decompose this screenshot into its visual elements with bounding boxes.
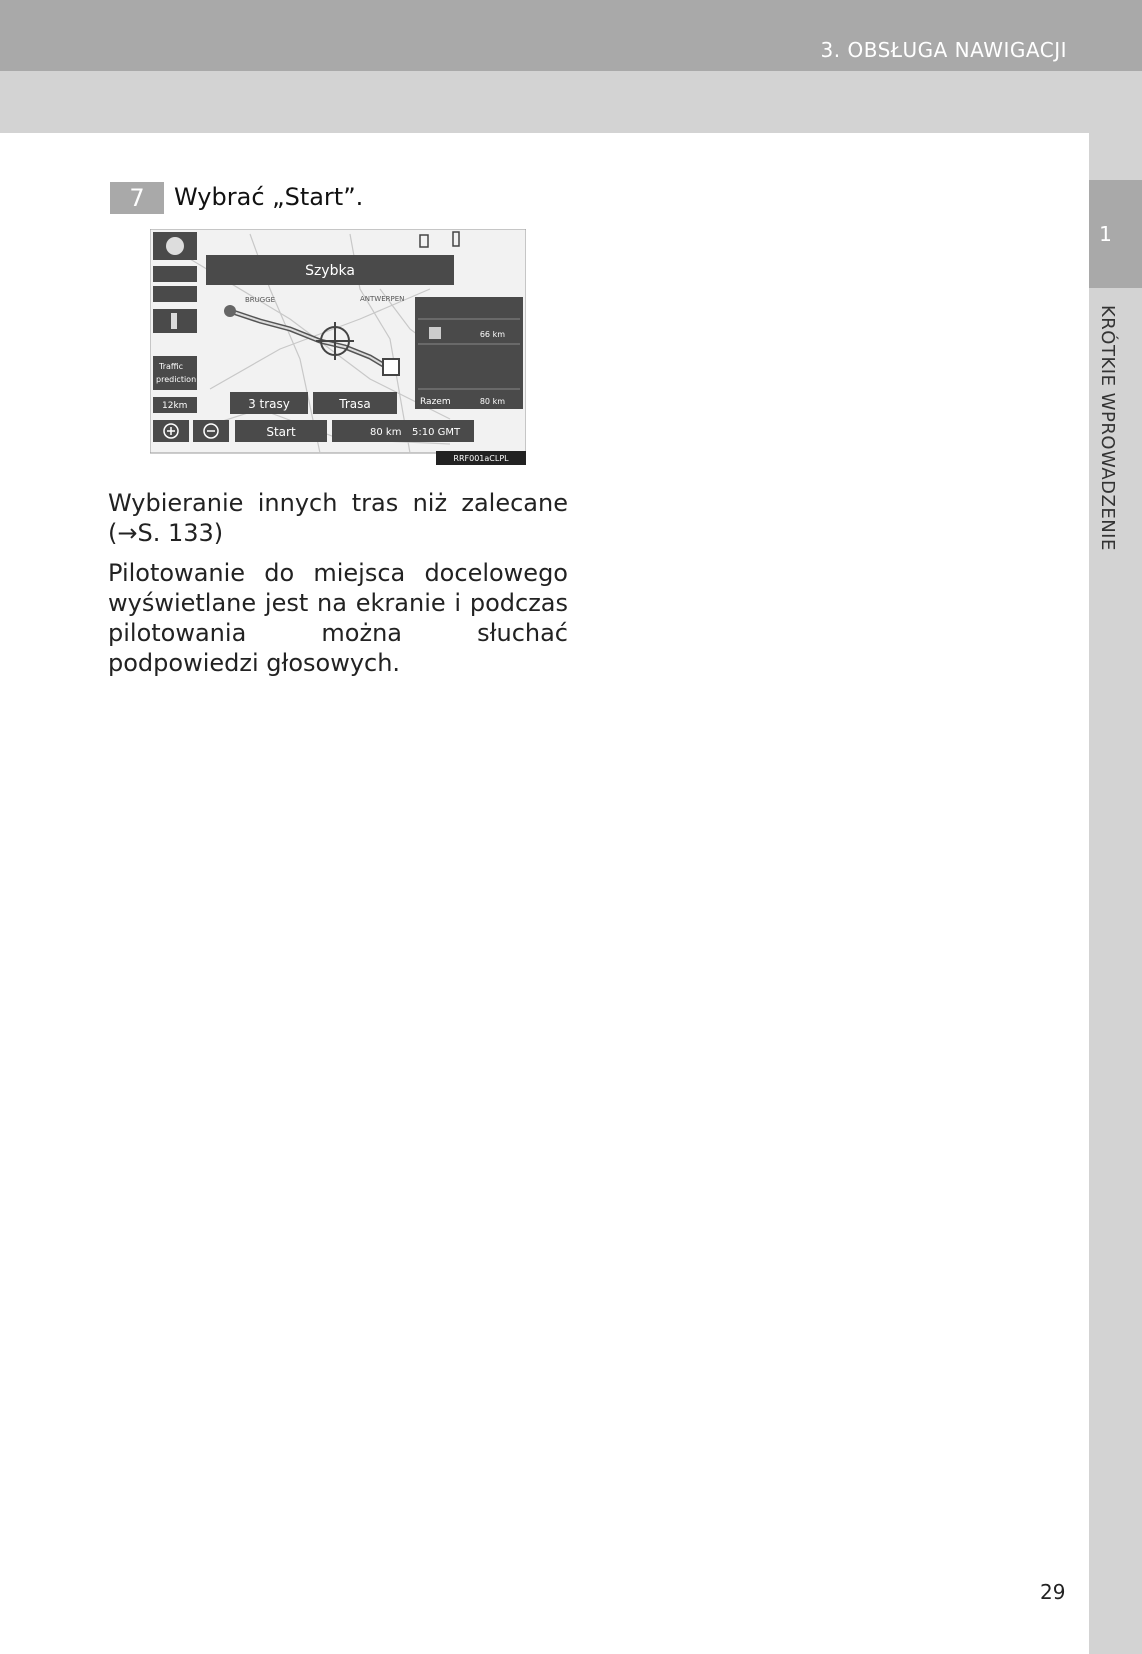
- section-title: 3. OBSŁUGA NAWIGACJI: [820, 38, 1067, 62]
- start-marker: [224, 305, 236, 317]
- step-number: 7: [110, 182, 164, 214]
- paragraph-guidance: Pilotowanie do miejsca docelowego wyświetlane jest na ekranie i podczas pilotowania można słuchać podpowiedzi głosowych.: [108, 559, 568, 677]
- total-label: Razem: [420, 397, 451, 407]
- navigation-screenshot: [150, 229, 526, 465]
- highway-distance: 66 km: [479, 330, 505, 339]
- route-info-panel: [415, 297, 523, 409]
- traffic-label-2: prediction: [156, 375, 197, 384]
- routes-button-label: 3 trasy: [248, 397, 290, 411]
- paragraph-other-routes: Wybieranie innych tras niż zalecane (→S. 133): [108, 489, 568, 547]
- scale-label: 12km: [162, 401, 188, 411]
- trip-time: 5:10 GMT: [412, 427, 461, 438]
- left-buttons: [153, 232, 197, 413]
- step-instruction: Wybrać „Start”.: [174, 183, 364, 211]
- header-band-lower: [0, 71, 1142, 133]
- page-number: 29: [1040, 1580, 1066, 1604]
- chapter-number: 1: [1099, 222, 1112, 246]
- total-distance: 80 km: [479, 397, 505, 406]
- image-code: RRF001aCLPL: [453, 454, 509, 463]
- trip-distance: 80 km: [370, 427, 402, 438]
- city-brugge: BRUGGE: [245, 296, 276, 304]
- chapter-label: KRÓTKIE WPROWADZENIE: [1097, 305, 1118, 551]
- start-button-label: Start: [266, 425, 296, 439]
- traffic-label-1: Traffic: [159, 362, 184, 371]
- route-type-title: Szybka: [305, 263, 355, 279]
- destination-marker: [383, 359, 399, 375]
- city-antwerpen: ANTWERPEN: [360, 295, 405, 303]
- route-button-label: Trasa: [339, 397, 371, 411]
